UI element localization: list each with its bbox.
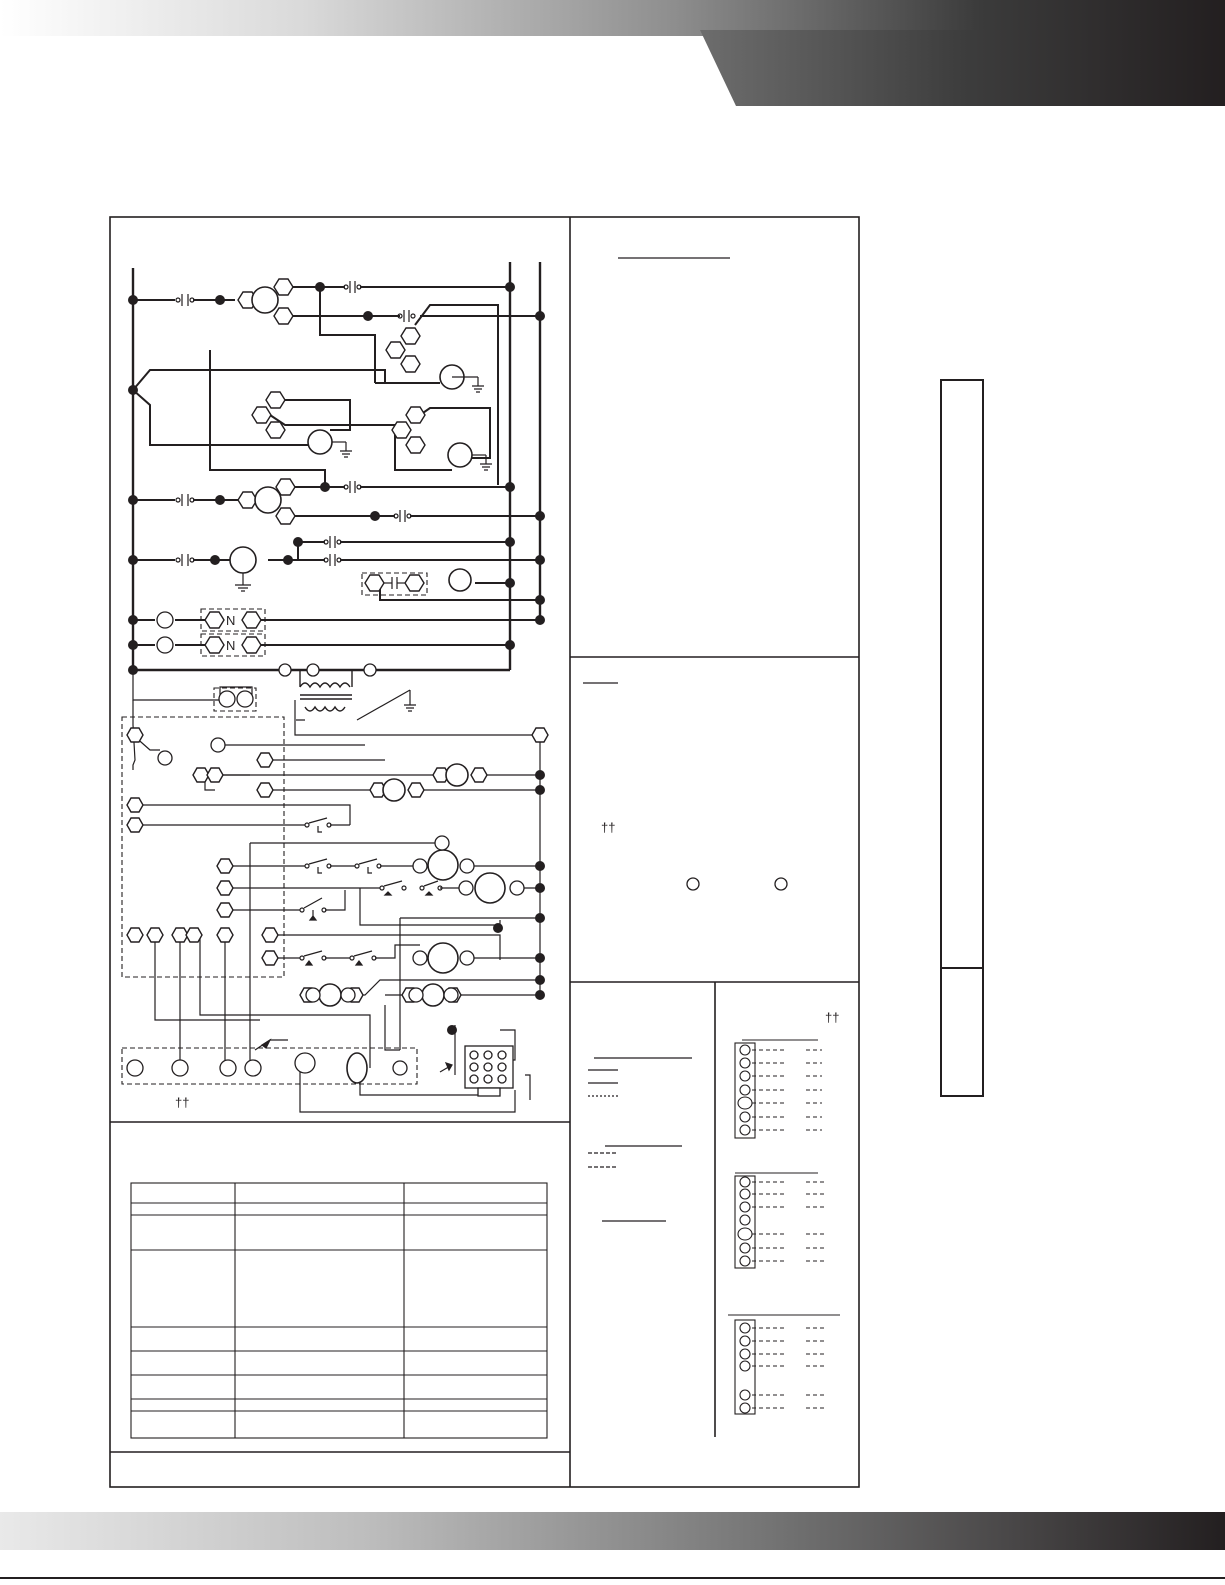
dagger-mark: †† <box>825 1010 840 1025</box>
harness-tables <box>728 1040 840 1414</box>
empty-table <box>131 1183 547 1438</box>
legend-lines <box>583 258 730 1221</box>
dagger-mark: †† <box>175 1095 190 1110</box>
dagger-mark: †† <box>601 820 616 835</box>
connector-plug-icon <box>465 1046 513 1096</box>
power-bus <box>133 262 540 670</box>
transformer-icon <box>300 670 352 711</box>
line-voltage-wiring <box>133 287 540 645</box>
neutral-mark: N <box>226 613 236 628</box>
terminal-circle-icon <box>127 612 787 1076</box>
switch-icon <box>300 818 442 965</box>
neutral-markers <box>226 613 235 653</box>
junction-dot-icon <box>128 282 545 1035</box>
neutral-mark: N <box>226 638 236 653</box>
